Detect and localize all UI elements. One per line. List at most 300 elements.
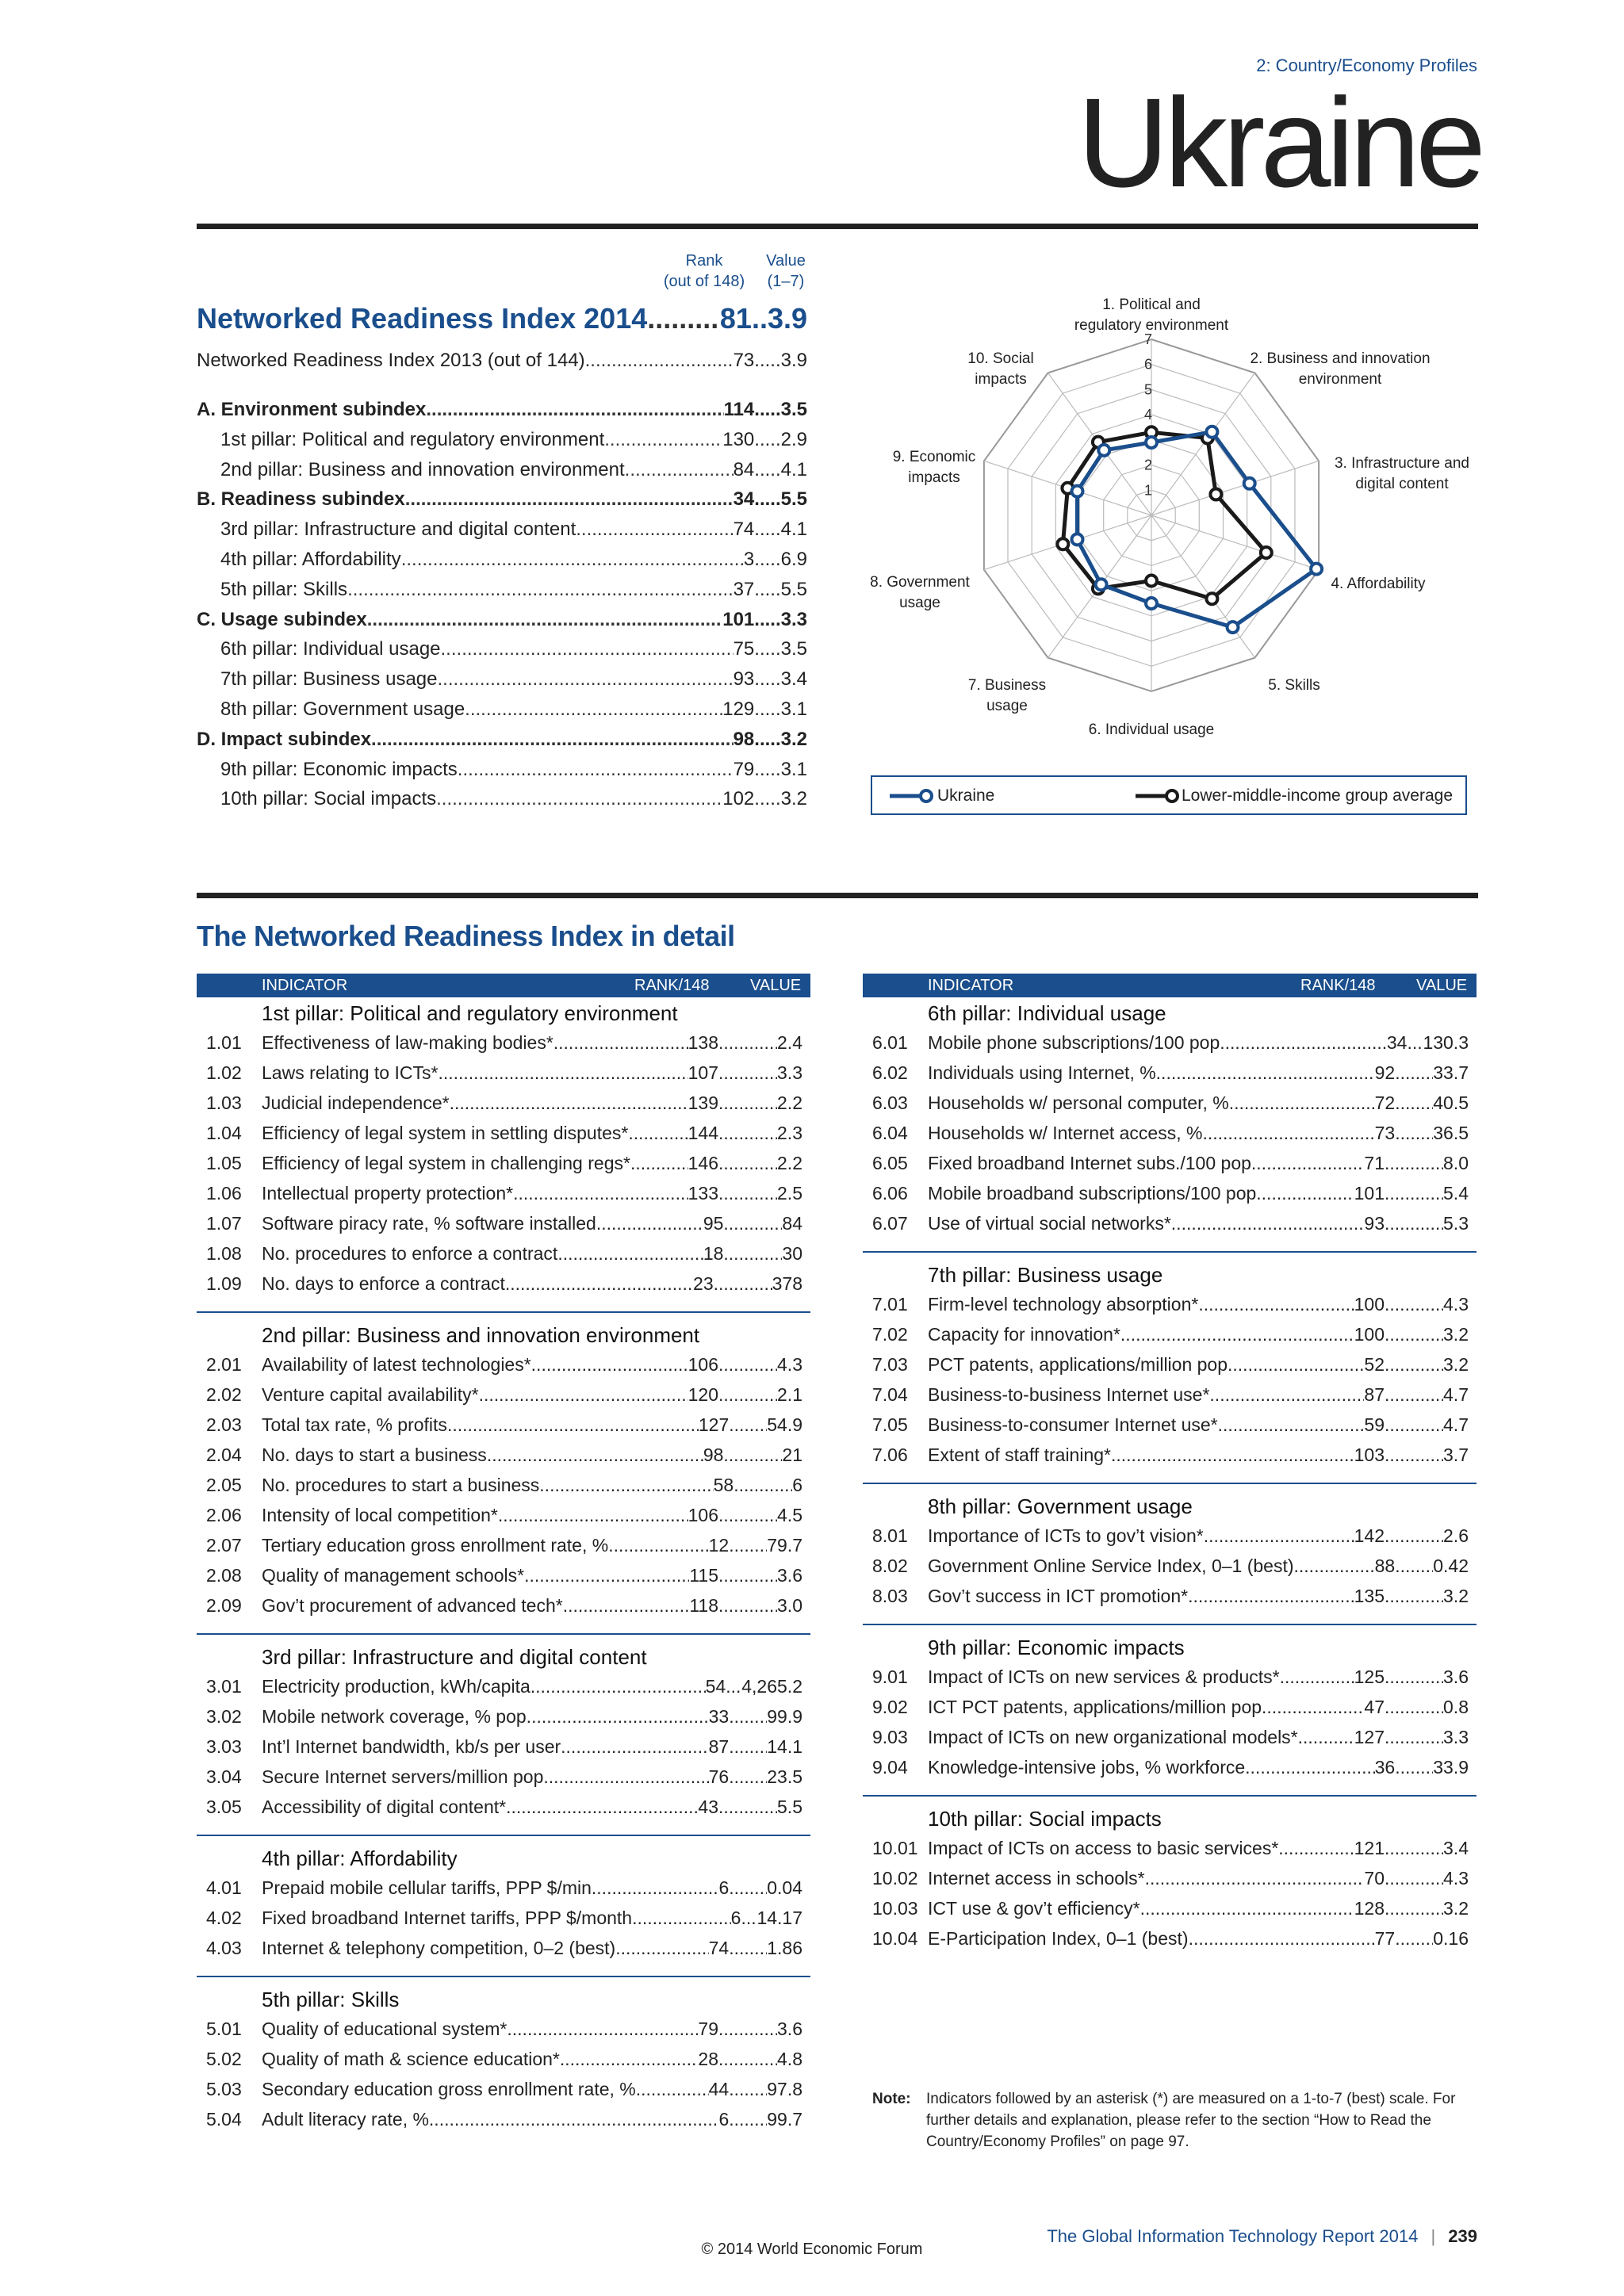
point-group bbox=[1206, 593, 1217, 604]
leader-dots bbox=[1202, 1118, 1374, 1148]
pillar-title: 3rd pillar: Infrastructure and digital content bbox=[262, 1645, 647, 1669]
indicator-row bbox=[197, 2104, 810, 2134]
pillar-divider bbox=[197, 1633, 810, 1635]
leader-dots bbox=[733, 1470, 792, 1500]
header-rank: RANK/148 bbox=[634, 977, 710, 994]
indicator-value: 3.2 bbox=[1443, 1354, 1469, 1375]
leader-dots bbox=[447, 1410, 699, 1440]
indicator-code: 6.07 bbox=[872, 1213, 908, 1234]
indicator-code: 9.04 bbox=[872, 1757, 908, 1777]
value-head-line2: (1–7) bbox=[767, 273, 805, 290]
point-ukraine bbox=[1096, 579, 1107, 590]
indicator-name: Internet access in schools* bbox=[928, 1868, 1145, 1888]
summary-row-label: D. Impact subindex bbox=[197, 728, 372, 750]
indicator-value: 4.3 bbox=[1443, 1868, 1469, 1888]
indicator-rank: 76 bbox=[708, 1766, 730, 1787]
indicator-rank: 107 bbox=[688, 1062, 719, 1083]
indicator-value: 0.42 bbox=[1433, 1556, 1469, 1576]
indicator-rank: 59 bbox=[1364, 1414, 1385, 1435]
indicator-name: Accessibility of digital content* bbox=[262, 1797, 507, 1817]
leader-dots bbox=[531, 1701, 709, 1732]
indicator-code: 3.01 bbox=[206, 1676, 242, 1697]
indicator-row bbox=[863, 1148, 1477, 1178]
indicator-row bbox=[863, 1027, 1477, 1058]
table-header bbox=[197, 974, 810, 997]
summary-row-rank: 93 bbox=[733, 668, 755, 691]
indicator-value: 4.5 bbox=[777, 1505, 802, 1525]
indicator-row bbox=[197, 1349, 810, 1380]
summary-row-rank: 74 bbox=[733, 519, 755, 541]
indicator-rank: 34 bbox=[1386, 1032, 1408, 1053]
indicator-name: Int’l Internet bandwidth, kb/s per user bbox=[262, 1736, 561, 1757]
tick-label: 6 bbox=[1143, 356, 1153, 373]
indicator-value: 378 bbox=[772, 1273, 802, 1294]
leader-dots bbox=[1225, 1027, 1387, 1058]
indicator-code: 6.04 bbox=[872, 1123, 908, 1143]
summary-row-rank: 73 bbox=[733, 350, 755, 371]
summary-row bbox=[197, 481, 807, 511]
summary-row-value: 2.9 bbox=[780, 428, 807, 450]
indicator-name: ICT use & gov’t efficiency* bbox=[928, 1898, 1140, 1919]
leader-dots: ..... bbox=[754, 488, 781, 511]
summary-row bbox=[197, 661, 807, 691]
leader-dots bbox=[441, 637, 733, 661]
axis-label: 10. Social bbox=[967, 350, 1034, 367]
indicator-value: 40.5 bbox=[1433, 1093, 1469, 1113]
leader-dots bbox=[507, 2014, 698, 2044]
leader-dots bbox=[1385, 1893, 1443, 1923]
leader-dots bbox=[429, 2104, 719, 2134]
indicator-code: 8.01 bbox=[872, 1525, 908, 1546]
indicator-code: 2.08 bbox=[206, 1565, 242, 1586]
leader-dots bbox=[1395, 1118, 1433, 1148]
summary-row-value: 5.5 bbox=[780, 578, 807, 600]
summary-row-rank: 129 bbox=[722, 698, 755, 720]
legend-ukraine-label: Ukraine bbox=[937, 786, 995, 805]
leader-dots bbox=[553, 1027, 688, 1058]
leader-dots bbox=[438, 1058, 688, 1088]
indicator-rank: 74 bbox=[708, 1938, 730, 1958]
leader-dots: ..... bbox=[754, 519, 781, 541]
leader-dots: ..... bbox=[754, 350, 781, 371]
indicator-value: 33.7 bbox=[1433, 1062, 1469, 1083]
indicator-code: 9.02 bbox=[872, 1697, 908, 1717]
leader-dots bbox=[1407, 1027, 1423, 1058]
leader-dots bbox=[549, 1762, 709, 1792]
indicator-code: 1.07 bbox=[206, 1213, 242, 1234]
indicator-code: 10.02 bbox=[872, 1868, 918, 1888]
indicator-name: Mobile phone subscriptions/100 pop. bbox=[928, 1032, 1225, 1053]
indicator-code: 7.06 bbox=[872, 1445, 908, 1465]
tick-label: 1 bbox=[1143, 482, 1153, 499]
indicator-code: 2.04 bbox=[206, 1445, 242, 1465]
indicator-rank: 33 bbox=[708, 1706, 730, 1727]
axis-label: 3. Infrastructure and bbox=[1334, 455, 1470, 472]
indicator-rank: 6 bbox=[718, 2109, 730, 2130]
indicator-value: 6 bbox=[792, 1475, 802, 1495]
indicator-rank: 28 bbox=[698, 2049, 719, 2069]
leader-dots bbox=[729, 1732, 767, 1762]
indicator-row bbox=[197, 1410, 810, 1440]
header-value: VALUE bbox=[1416, 977, 1468, 994]
summary-row-label: Networked Readiness Index 2013 (out of 144) bbox=[197, 350, 585, 371]
indicator-row bbox=[197, 1440, 810, 1470]
header-indicator: INDICATOR bbox=[262, 977, 348, 994]
leader-dots bbox=[1385, 1349, 1443, 1380]
indicator-name: Efficiency of legal system in settling disputes* bbox=[262, 1123, 629, 1143]
indicator-row bbox=[863, 1662, 1477, 1692]
summary-row-value: 3.1 bbox=[780, 698, 807, 720]
indicator-value: 8.0 bbox=[1443, 1153, 1469, 1173]
indicator-value: 3.7 bbox=[1443, 1445, 1469, 1465]
point-ukraine bbox=[1098, 445, 1109, 456]
leader-dots bbox=[1385, 1148, 1443, 1178]
indicator-rank: 101 bbox=[1354, 1183, 1385, 1203]
indicator-name: Households w/ personal computer, % bbox=[928, 1093, 1229, 1113]
indicator-name: Availability of latest technologies* bbox=[262, 1354, 531, 1375]
indicator-value: 21 bbox=[782, 1445, 802, 1465]
indicator-row bbox=[863, 1923, 1477, 1954]
indicator-value: 2.2 bbox=[777, 1093, 802, 1113]
leader-dots bbox=[505, 1269, 693, 1299]
summary-row-value: 5.5 bbox=[780, 488, 807, 511]
tick-label: 4 bbox=[1143, 407, 1153, 423]
indicator-name: Gov’t procurement of advanced tech* bbox=[262, 1595, 563, 1616]
axis-label: usage bbox=[986, 698, 1028, 714]
indicator-name: PCT patents, applications/million pop. bbox=[928, 1354, 1233, 1375]
leader-dots: ..... bbox=[754, 578, 781, 600]
leader-dots bbox=[615, 1933, 708, 1963]
leader-dots bbox=[729, 1530, 767, 1560]
point-ukraine bbox=[1072, 534, 1083, 545]
indicator-value: 36.5 bbox=[1433, 1123, 1469, 1143]
pillar-divider bbox=[863, 1483, 1477, 1484]
summary-row-label: 2nd pillar: Business and innovation environment bbox=[220, 458, 625, 480]
pillar-title: 4th pillar: Affordability bbox=[262, 1846, 458, 1870]
leader-dots: ..... bbox=[754, 549, 781, 570]
indicator-row bbox=[197, 1701, 810, 1732]
indicator-value: 54.9 bbox=[767, 1414, 802, 1435]
indicator-name: Intensity of local competition* bbox=[262, 1505, 498, 1525]
indicator-code: 7.01 bbox=[872, 1294, 908, 1314]
indicator-name: Households w/ Internet access, % bbox=[928, 1123, 1203, 1143]
indicator-value: 3.3 bbox=[777, 1062, 802, 1083]
value-head-line1: Value bbox=[766, 252, 806, 270]
indicator-code: 2.05 bbox=[206, 1475, 242, 1495]
indicator-value: 79.7 bbox=[767, 1535, 802, 1556]
axis-label: 7. Business bbox=[967, 677, 1047, 694]
leader-dots bbox=[1145, 1863, 1365, 1893]
leader-dots bbox=[458, 758, 733, 782]
pillar-title: 10th pillar: Social impacts bbox=[928, 1807, 1162, 1831]
indicator-rank: 43 bbox=[698, 1797, 719, 1817]
summary-row-rank: 79 bbox=[733, 758, 755, 780]
leader-dots bbox=[557, 1238, 703, 1269]
summary-row-label: B. Readiness subindex bbox=[197, 488, 405, 511]
leader-dots bbox=[367, 608, 723, 632]
indicator-value: 2.6 bbox=[1443, 1525, 1469, 1546]
indicator-code: 9.03 bbox=[872, 1727, 908, 1747]
indicator-row bbox=[197, 1058, 810, 1088]
leader-dots bbox=[723, 1238, 782, 1269]
summary-row-value: 4.1 bbox=[780, 519, 807, 541]
indicator-value: 2.5 bbox=[777, 1183, 802, 1203]
indicator-row bbox=[863, 1521, 1477, 1551]
leader-dots bbox=[1395, 1551, 1433, 1581]
indicator-name: Efficiency of legal system in challenging regs* bbox=[262, 1153, 630, 1173]
leader-dots bbox=[1198, 1289, 1354, 1319]
indicator-code: 10.01 bbox=[872, 1838, 918, 1858]
indicator-rank: 72 bbox=[1374, 1093, 1396, 1113]
indicator-name: Capacity for innovation* bbox=[928, 1324, 1120, 1345]
axis-label: 8. Government bbox=[870, 574, 970, 591]
indicator-row bbox=[863, 1319, 1477, 1349]
indicator-value: 0.8 bbox=[1443, 1697, 1469, 1717]
leader-dots bbox=[1262, 1178, 1354, 1208]
indicator-name: Mobile network coverage, % pop. bbox=[262, 1706, 532, 1727]
indicator-row bbox=[197, 1380, 810, 1410]
indicator-rank: 54 bbox=[705, 1676, 726, 1697]
indicator-row bbox=[197, 2014, 810, 2044]
summary-row-value: 3.1 bbox=[780, 758, 807, 780]
indicator-value: 3.3 bbox=[1443, 1727, 1469, 1747]
indicator-row bbox=[197, 1560, 810, 1590]
indicator-value: 0.04 bbox=[767, 1877, 802, 1898]
leader-dots bbox=[539, 1470, 713, 1500]
leader-dots bbox=[426, 398, 723, 422]
indicator-name: Business-to-consumer Internet use* bbox=[928, 1414, 1218, 1435]
leader-dots bbox=[718, 2014, 777, 2044]
leader-dots bbox=[506, 1792, 698, 1822]
indicator-name: Government Online Service Index, 0–1 (best) bbox=[928, 1556, 1294, 1576]
pillar-title: 5th pillar: Skills bbox=[262, 1988, 400, 2011]
leader-dots bbox=[1385, 1521, 1443, 1551]
indicator-value: 3.2 bbox=[1443, 1898, 1469, 1919]
indicator-name: Judicial independence* bbox=[262, 1093, 450, 1113]
leader-dots bbox=[718, 1560, 777, 1590]
leader-dots bbox=[1204, 1521, 1354, 1551]
tick-label: 5 bbox=[1143, 381, 1153, 398]
indicator-row bbox=[863, 1118, 1477, 1148]
indicator-row bbox=[863, 1178, 1477, 1208]
indicator-value: 30 bbox=[782, 1243, 802, 1264]
indicator-row bbox=[197, 1178, 810, 1208]
leader-dots bbox=[726, 1671, 741, 1701]
indicator-code: 7.02 bbox=[872, 1324, 908, 1345]
leader-dots bbox=[1385, 1440, 1443, 1470]
leader-dots bbox=[487, 1440, 703, 1470]
indicator-rank: 135 bbox=[1354, 1586, 1385, 1606]
indicator-name: Venture capital availability* bbox=[262, 1384, 479, 1405]
summary-row-value: 3.9 bbox=[767, 302, 807, 335]
detail-table-right bbox=[863, 974, 1477, 1954]
leader-dots: ..... bbox=[754, 428, 781, 450]
axis-label: impacts bbox=[975, 371, 1027, 388]
indicator-value: 23.5 bbox=[767, 1766, 802, 1787]
indicator-code: 4.02 bbox=[206, 1908, 242, 1928]
leader-dots bbox=[628, 1118, 688, 1148]
indicator-name: Extent of staff training* bbox=[928, 1445, 1111, 1465]
point-ukraine bbox=[1206, 427, 1217, 438]
leader-dots bbox=[1385, 1178, 1443, 1208]
indicator-value: 33.9 bbox=[1433, 1757, 1469, 1777]
indicator-name: Individuals using Internet, % bbox=[928, 1062, 1156, 1083]
indicator-value: 4.7 bbox=[1443, 1414, 1469, 1435]
indicator-code: 7.03 bbox=[872, 1354, 908, 1375]
leader-dots bbox=[1385, 1380, 1443, 1410]
indicator-rank: 23 bbox=[693, 1273, 714, 1294]
leader-dots bbox=[596, 1873, 718, 1903]
indicator-value: 14.17 bbox=[756, 1908, 802, 1928]
indicator-code: 6.01 bbox=[872, 1032, 908, 1053]
indicator-rank: 77 bbox=[1374, 1928, 1396, 1949]
indicator-row bbox=[197, 1269, 810, 1299]
indicator-code: 3.02 bbox=[206, 1706, 242, 1727]
indicator-name: Gov’t success in ICT promotion* bbox=[928, 1586, 1189, 1606]
summary-row-rank: 37 bbox=[733, 578, 755, 600]
indicator-value: 97.8 bbox=[767, 2079, 802, 2099]
indicator-rank: 88 bbox=[1374, 1556, 1396, 1576]
indicator-value: 5.5 bbox=[777, 1797, 802, 1817]
leader-dots bbox=[718, 1500, 777, 1530]
indicator-row bbox=[197, 1671, 810, 1701]
summary-row-value: 6.9 bbox=[780, 549, 807, 570]
indicator-code: 2.06 bbox=[206, 1505, 242, 1525]
indicator-code: 1.08 bbox=[206, 1243, 242, 1264]
leader-dots bbox=[576, 518, 733, 541]
leader-dots bbox=[604, 428, 722, 452]
summary-row-value: 4.1 bbox=[780, 458, 807, 480]
indicator-rank: 100 bbox=[1354, 1324, 1385, 1345]
tick-label: 7 bbox=[1143, 331, 1153, 347]
indicator-code: 7.04 bbox=[872, 1384, 908, 1405]
indicator-code: 1.03 bbox=[206, 1093, 242, 1113]
leader-dots bbox=[608, 1530, 708, 1560]
indicator-name: Fixed broadband Internet subs./100 pop. bbox=[928, 1153, 1257, 1173]
indicator-value: 3.6 bbox=[777, 1565, 802, 1586]
indicator-rank: 127 bbox=[1354, 1727, 1385, 1747]
leader-dots bbox=[1278, 1833, 1354, 1863]
indicator-code: 8.02 bbox=[872, 1556, 908, 1576]
indicator-value: 5.3 bbox=[1443, 1213, 1469, 1234]
indicator-row bbox=[197, 1530, 810, 1560]
indicator-rank: 98 bbox=[703, 1445, 724, 1465]
point-ukraine bbox=[1146, 437, 1157, 448]
leader-dots bbox=[647, 301, 720, 336]
indicator-value: 3.6 bbox=[1443, 1667, 1469, 1687]
indicator-rank: 12 bbox=[708, 1535, 730, 1556]
summary-row-value: 3.2 bbox=[780, 788, 807, 810]
leader-dots bbox=[596, 1208, 703, 1238]
summary-row-rank: 101 bbox=[722, 608, 755, 630]
axis-label: impacts bbox=[908, 469, 960, 486]
indicator-rank: 133 bbox=[688, 1183, 719, 1203]
leader-dots bbox=[1395, 1088, 1433, 1118]
indicator-name: Adult literacy rate, % bbox=[262, 2109, 429, 2130]
indicator-code: 4.01 bbox=[206, 1877, 242, 1898]
indicator-code: 2.07 bbox=[206, 1535, 242, 1556]
indicator-name: Internet & telephony competition, 0–2 (best) bbox=[262, 1938, 616, 1958]
indicator-name: Mobile broadband subscriptions/100 pop. bbox=[928, 1183, 1262, 1203]
leader-dots bbox=[531, 1349, 688, 1380]
leader-dots bbox=[729, 2074, 767, 2104]
leader-dots: ..... bbox=[754, 758, 781, 780]
point-ukraine bbox=[1244, 478, 1255, 489]
indicator-rank: 92 bbox=[1374, 1062, 1396, 1083]
point-group bbox=[1057, 538, 1068, 549]
summary-row-rank: 130 bbox=[722, 428, 755, 450]
indicator-row bbox=[863, 1410, 1477, 1440]
indicator-name: Fixed broadband Internet tariffs, PPP $/month bbox=[262, 1908, 633, 1928]
indicator-name: Firm-level technology absorption* bbox=[928, 1294, 1199, 1314]
pillar-title: 6th pillar: Individual usage bbox=[928, 1001, 1166, 1025]
leader-dots: ..... bbox=[754, 638, 781, 660]
indicator-code: 5.01 bbox=[206, 2019, 242, 2039]
indicator-name: Secondary education gross enrollment rate, % bbox=[262, 2079, 636, 2099]
indicator-rank: 139 bbox=[688, 1093, 719, 1113]
indicator-name: Tertiary education gross enrollment rate, % bbox=[262, 1535, 609, 1556]
indicator-code: 3.04 bbox=[206, 1766, 242, 1787]
leader-dots bbox=[729, 2104, 767, 2134]
axis-label: usage bbox=[899, 595, 940, 611]
leader-dots bbox=[741, 1903, 756, 1933]
leader-dots bbox=[718, 1349, 777, 1380]
indicator-row bbox=[197, 2074, 810, 2104]
leader-dots bbox=[1385, 1208, 1443, 1238]
leader-dots bbox=[718, 1792, 777, 1822]
indicator-name: No. procedures to enforce a contract bbox=[262, 1243, 558, 1264]
indicator-code: 2.02 bbox=[206, 1384, 242, 1405]
indicator-row bbox=[197, 1208, 810, 1238]
leader-dots bbox=[585, 349, 733, 373]
leader-dots bbox=[530, 1671, 706, 1701]
leader-dots bbox=[1156, 1058, 1375, 1088]
leader-dots bbox=[1385, 1662, 1443, 1692]
leader-dots bbox=[723, 1208, 782, 1238]
summary-row-label: 10th pillar: Social impacts bbox=[220, 788, 437, 810]
indicator-code: 8.03 bbox=[872, 1586, 908, 1606]
axis-label: regulatory environment bbox=[1074, 317, 1229, 334]
summary-row-rank: 98 bbox=[733, 728, 755, 750]
pillar-title: 8th pillar: Government usage bbox=[928, 1494, 1193, 1518]
leader-dots bbox=[1218, 1410, 1365, 1440]
summary-row bbox=[197, 342, 807, 373]
indicator-row bbox=[863, 1893, 1477, 1923]
summary-row-label: 8th pillar: Government usage bbox=[220, 698, 465, 720]
pillar-divider bbox=[197, 1976, 810, 1977]
leader-dots bbox=[632, 1903, 731, 1933]
summary-row-rank: 102 bbox=[722, 788, 755, 810]
leader-dots bbox=[729, 1933, 767, 1963]
copyright: © 2014 World Economic Forum bbox=[701, 2241, 923, 2258]
summary-row bbox=[197, 721, 807, 752]
leader-dots: ..... bbox=[754, 608, 781, 630]
header-value: VALUE bbox=[750, 977, 802, 994]
indicator-code: 10.04 bbox=[872, 1928, 918, 1949]
indicator-row bbox=[197, 2044, 810, 2074]
axis-label: 5. Skills bbox=[1268, 677, 1320, 694]
indicator-value: 3.6 bbox=[777, 2019, 802, 2039]
indicator-name: Secure Internet servers/million pop. bbox=[262, 1766, 549, 1787]
indicator-value: 3.0 bbox=[777, 1595, 802, 1616]
leader-dots bbox=[1385, 1319, 1443, 1349]
indicator-name: Electricity production, kWh/capita bbox=[262, 1676, 530, 1697]
indicator-name: Total tax rate, % profits bbox=[262, 1414, 447, 1435]
summary-row bbox=[197, 752, 807, 782]
grid-spoke bbox=[1151, 461, 1319, 515]
indicator-code: 4.03 bbox=[206, 1938, 242, 1958]
leader-dots bbox=[630, 1148, 688, 1178]
